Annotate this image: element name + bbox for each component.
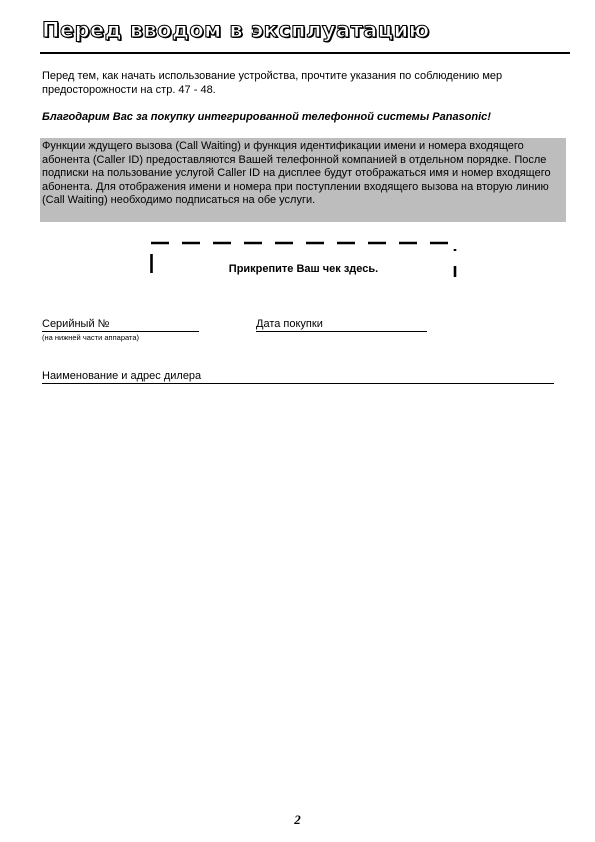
serial-number-note: (на нижней части аппарата) [42,333,140,342]
safety-intro-text: Перед тем, как начать использование устройства, прочтите указания по соблюдению мер предосторожности на стр. 47 - 48. [42,70,503,96]
serial-number-field [42,318,199,334]
dealer-line [42,383,554,384]
serial-number-line [42,331,199,332]
service-notice-box: Функции ждущего вызова (Call Waiting) и функция идентификации имени и номера входящего абонента (Caller ID) предоставляются Вашей телефонной компанией в отдельном порядке. После подписки на пользование услугой Caller ID на дисплее будут отображаться имя и номер входящего абонента. Для отображения имени и номера при поступлении входящего вызова на вторую линию (Call Waiting) необходимо подписаться на обе услуги. [40,138,566,222]
dealer-field [42,370,554,386]
dealer-label: Наименование и адрес дилера [42,370,202,382]
purchase-date-field [256,318,427,334]
receipt-label: Прикрепите Ваш чек здесь. [228,263,379,275]
serial-number-label: Серийный № [42,318,110,330]
title-divider [40,52,570,54]
page-title: Перед вводом в эксплуатацию [42,18,430,42]
receipt-attach-area [150,241,457,277]
purchase-date-line [256,331,427,332]
thanks-text: Благодарим Вас за покупку интегрированной телефонной системы Panasonic! [42,111,491,123]
purchase-date-label: Дата покупки [256,318,323,330]
page-number: 2 [294,812,301,827]
